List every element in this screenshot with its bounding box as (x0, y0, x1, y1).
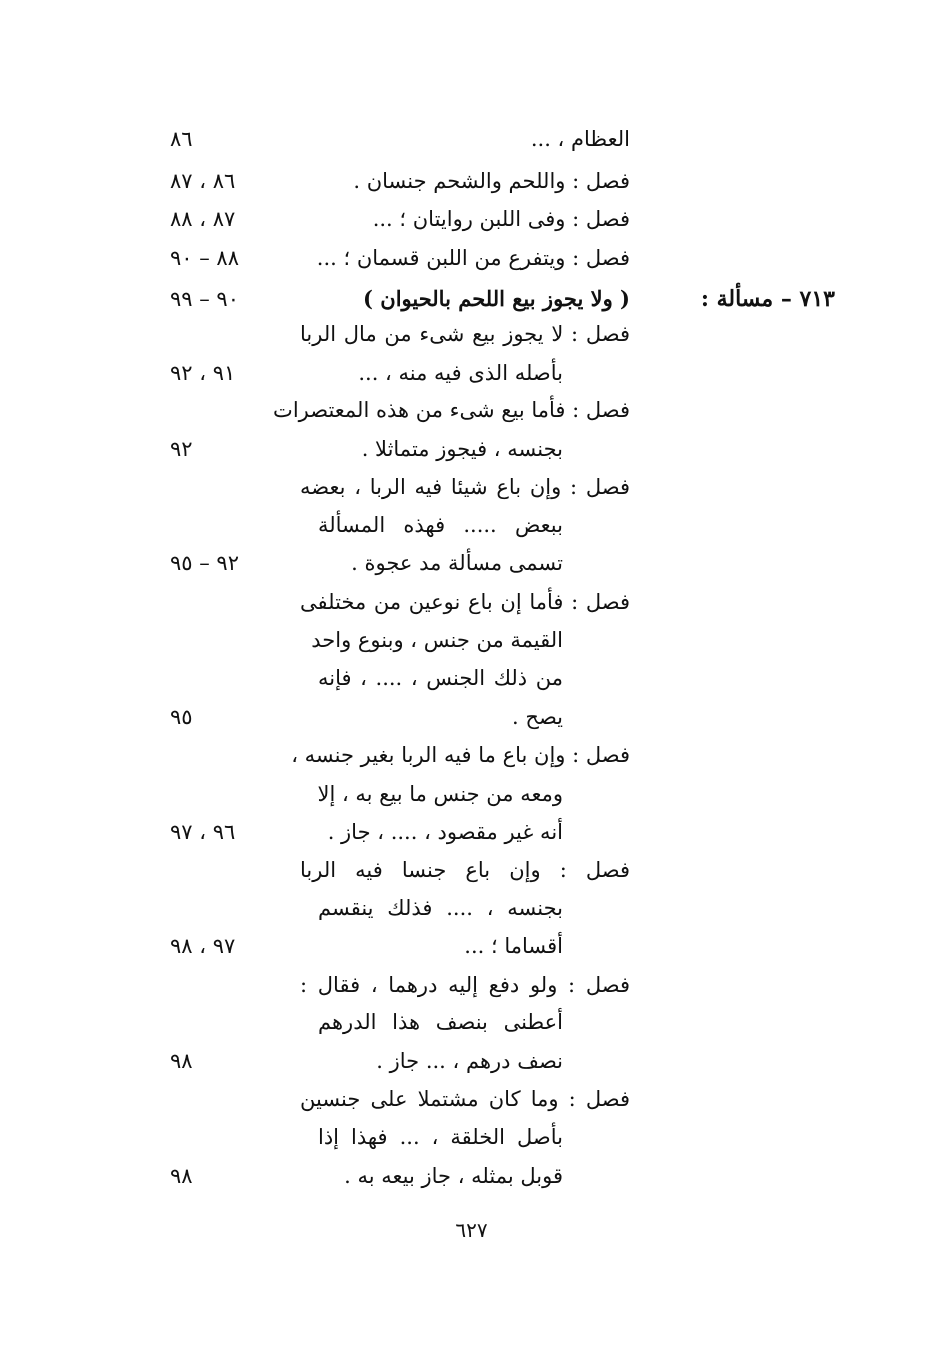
entry-pages: ٩٢ – ٩٥ (170, 551, 239, 575)
entry-text: أنه غير مقصود ، .... ، جاز . (327, 820, 563, 844)
entry-text: بجنسه ، فيجوز متماثلا . (361, 437, 563, 461)
entry-text: أعطنى بنصف هذا الدرهم (318, 1010, 563, 1034)
entry-text: ( ولا يجوز بيع اللحم بالحيوان ) (363, 286, 630, 311)
entry-text: قوبل بمثله ، جاز بيعه به . (344, 1164, 563, 1188)
entry-pages (170, 966, 290, 1004)
entry-pages: ٩٧ ، ٩٨ (170, 934, 236, 958)
entry-pages (170, 659, 290, 697)
entry-pages: ٩١ ، ٩٢ (170, 361, 236, 385)
entry-pages (170, 1118, 290, 1156)
entry-text: فصل : فأما بيع شىء من هذه المعتصرات (273, 398, 630, 422)
entry-text: فصل : وفى اللبن روايتان ؛ ... (372, 207, 630, 231)
entry-text: فصل : لا يجوز بيع شىء من مال الربا (300, 322, 630, 346)
entry-pages: ٩٨ (170, 1049, 193, 1073)
entry-text: فصل : وإن باع ما فيه الربا بغير جنسه ، (291, 743, 630, 767)
entry-pages: ٩٥ (170, 705, 193, 729)
entry-text: القيمة من جنس ، وبنوع واحد (311, 628, 563, 652)
entry-text: من ذلك الجنس ، .... ، فإنه (318, 666, 563, 690)
entry-text: العظام ، ... (530, 127, 630, 151)
entry-text: نصف درهم ، ... جاز . (376, 1049, 563, 1073)
entry-text: فصل : واللحم والشحم جنسان . (353, 169, 630, 193)
entry-text: فصل : وإن باع جنسا فيه الربا (300, 858, 630, 882)
entry-pages: ٨٦ ، ٨٧ (170, 169, 236, 193)
entry-text: فصل : ويتفرع من اللبن قسمان ؛ ... (316, 246, 630, 270)
entry-pages (170, 889, 290, 927)
entry-pages: ٨٦ (170, 127, 193, 151)
entry-text: فصل : وما كان مشتملا على جنسين (300, 1087, 630, 1111)
entry-pages (170, 775, 290, 813)
entry-text: تسمى مسألة مد عجوة . (351, 551, 563, 575)
entry-pages (170, 1003, 290, 1041)
entry-pages (170, 506, 290, 544)
entry-pages (170, 315, 290, 353)
entry-text: ومعه من جنس ما بيع به ، إلا (317, 782, 563, 806)
entry-pages: ٩٦ ، ٩٧ (170, 820, 236, 844)
entry-pages: ٩٨ (170, 1164, 193, 1188)
entry-pages (170, 851, 290, 889)
entry-text: بأصله الذى فيه منه ، ... (358, 361, 563, 385)
entry-text: فصل : ولو دفع إليه درهما ، فقال : (300, 973, 630, 997)
entry-pages (170, 391, 290, 429)
entry-text: فصل : فأما إن باع نوعين من مختلفى (300, 590, 630, 614)
entry-pages: ٩٠ – ٩٩ (170, 287, 239, 311)
entry-text: بأصل الخلقة ، ... فهذا إذا (318, 1125, 563, 1149)
masala-label: ٧١٣ – مسألة : (700, 286, 835, 312)
entry-text: ببعض ..... فهذه المسألة (318, 513, 563, 537)
entry-pages (170, 583, 290, 621)
entry-pages (170, 468, 290, 506)
entry-pages: ٩٢ (170, 437, 193, 461)
entry-text: فصل : وإن باع شيئا فيه الربا ، بعضه (300, 475, 630, 499)
page-number: ٦٢٧ (455, 1218, 488, 1242)
entry-pages (170, 621, 290, 659)
entry-pages (170, 1080, 290, 1118)
entry-pages: ٨٧ ، ٨٨ (170, 207, 236, 231)
entry-text: يصح . (512, 705, 563, 729)
entry-pages: ٨٨ – ٩٠ (170, 246, 239, 270)
entry-text: بجنسه ، .... فذلك ينقسم (318, 896, 563, 920)
entry-text: أقساما ؛ ... (464, 934, 563, 958)
entry-pages (170, 736, 290, 774)
